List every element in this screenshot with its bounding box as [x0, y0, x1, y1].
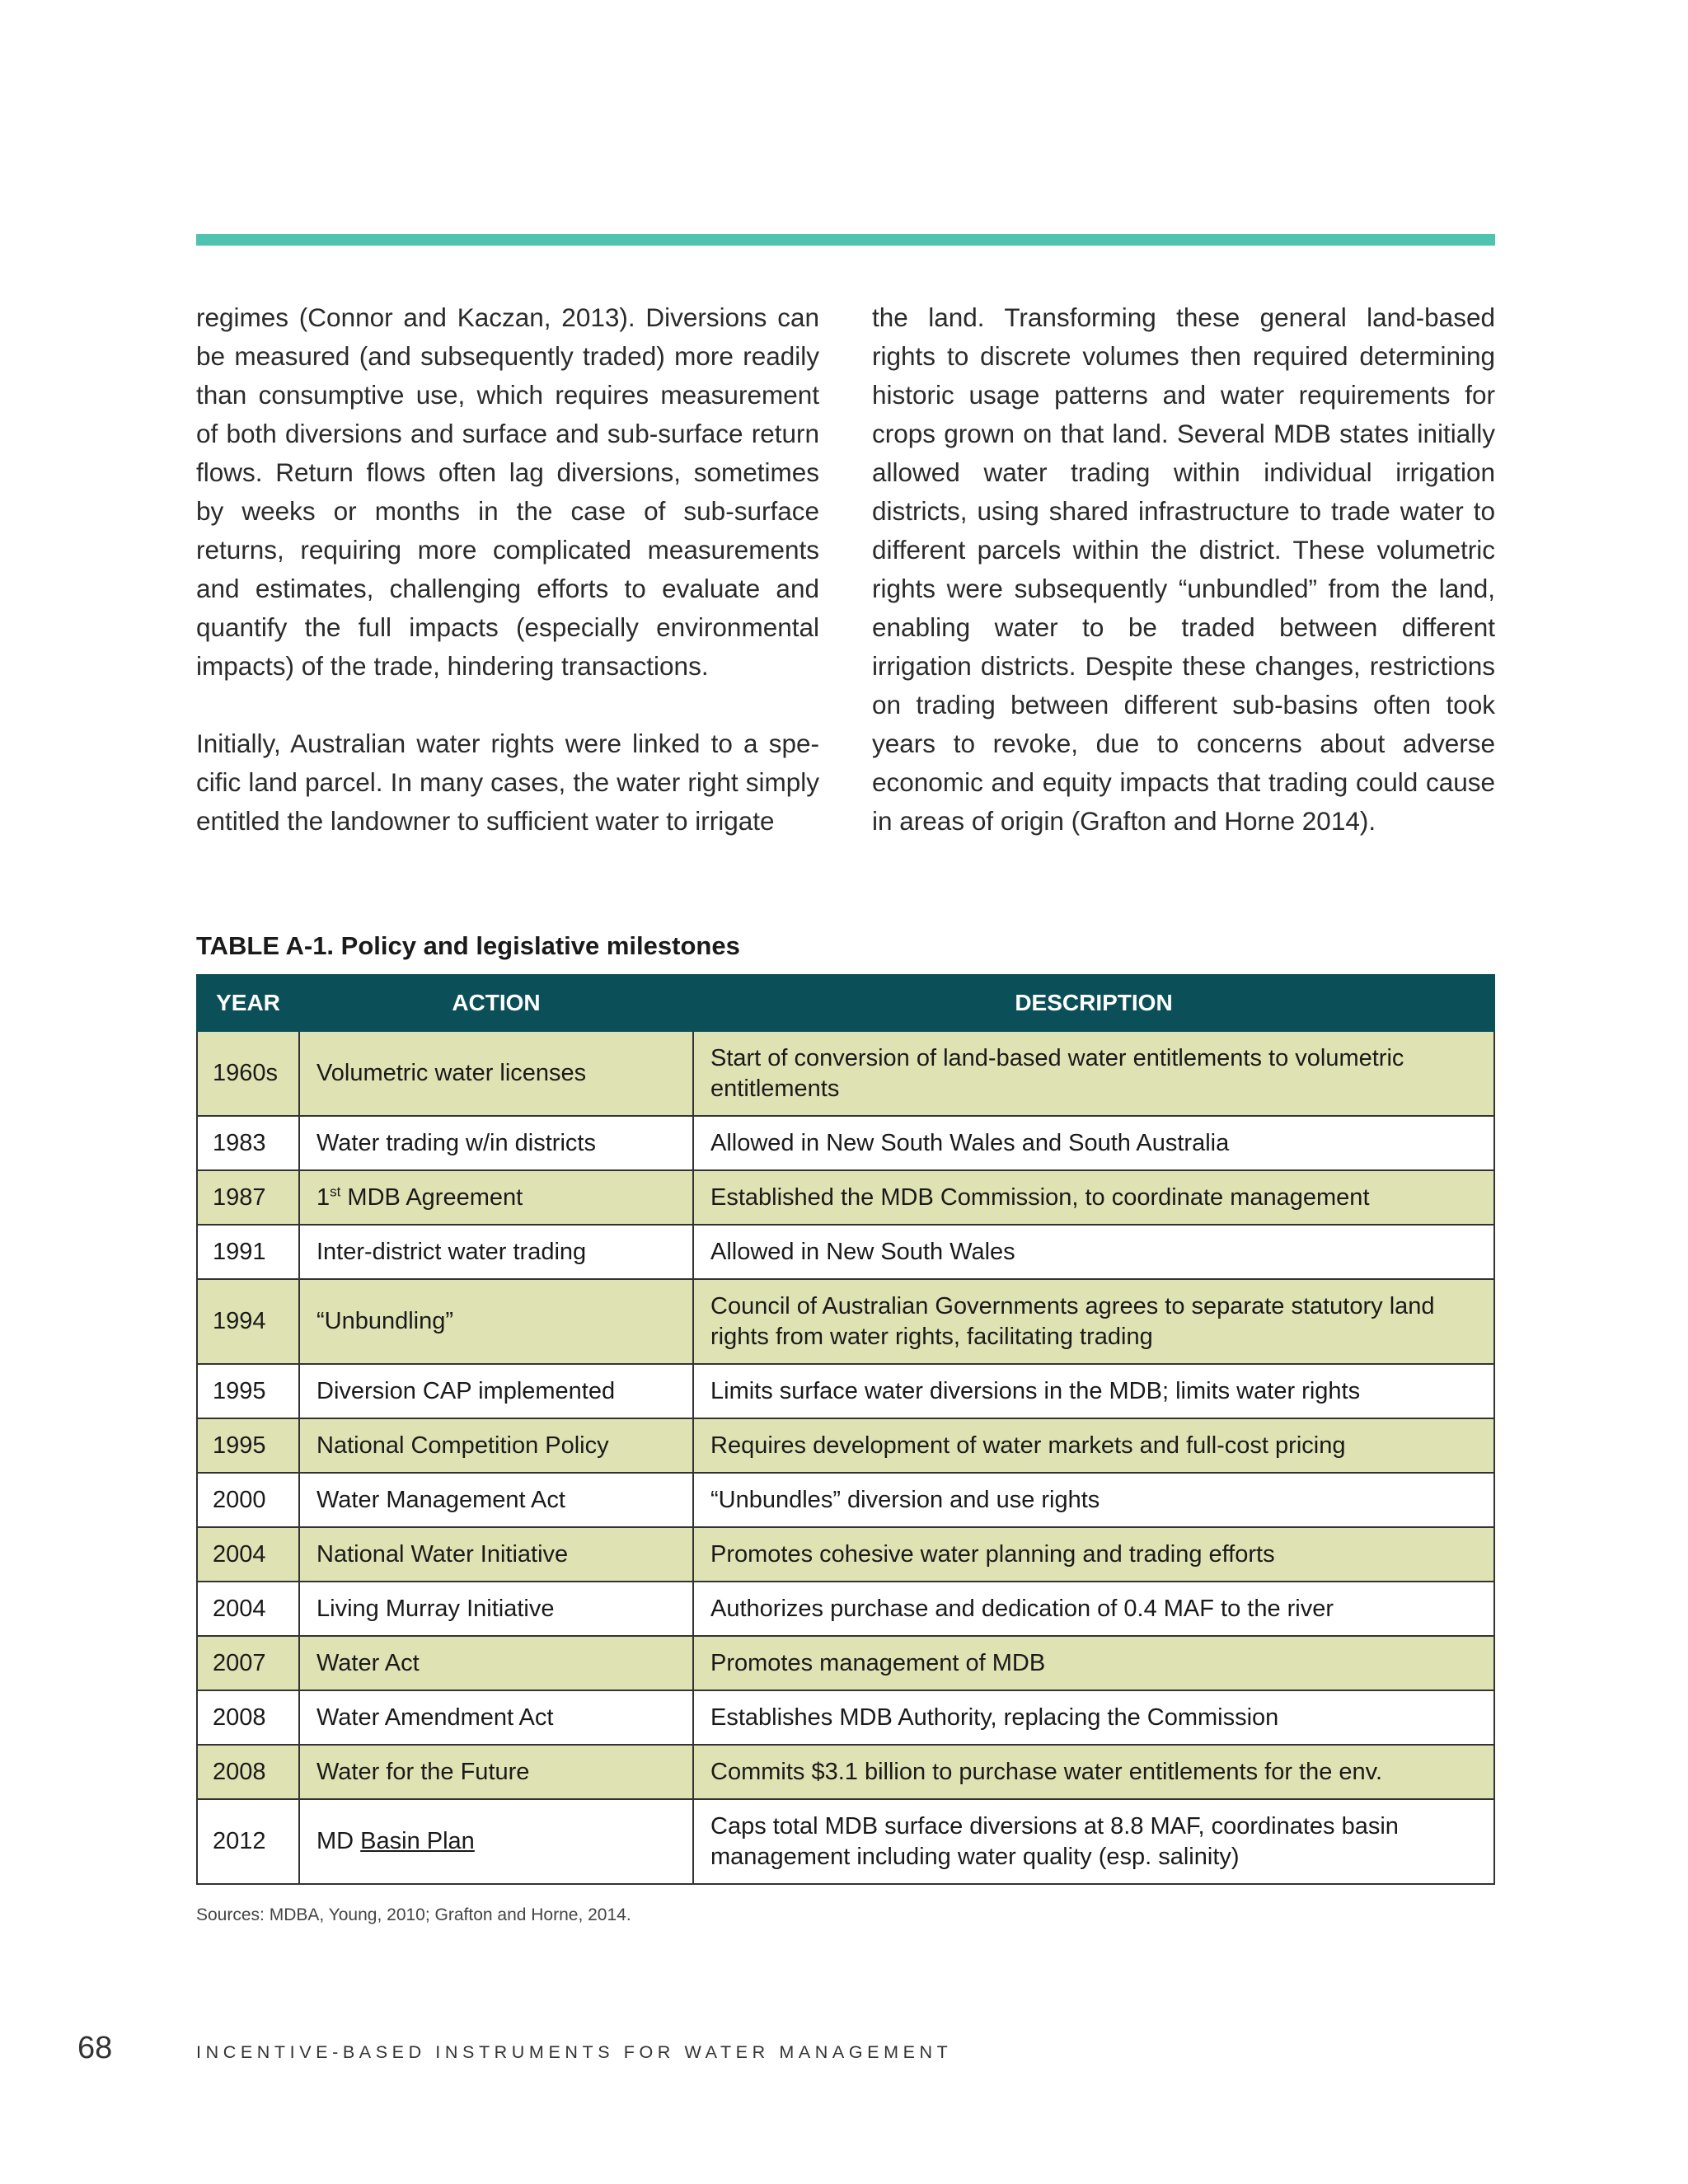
year-cell: 2004: [197, 1582, 299, 1636]
table-row: [197, 1031, 1494, 1116]
action-cell: Living Murray Initiative: [299, 1582, 693, 1636]
column-header-description: DESCRIPTION: [693, 975, 1494, 1031]
action-text: MDB Agreement: [340, 1183, 523, 1211]
action-cell: Water Amendment Act: [299, 1690, 693, 1745]
left-column: [196, 298, 819, 841]
table-caption: [196, 931, 740, 961]
paragraph: regimes (Connor and Kaczan, 2013). Diversions can be measured (and subsequently traded) more readily than consumptive use, which requires measurement of both diversions and surface and sub-surface return flows. Return flows often lag diversions, sometimes by weeks or months in the case of sub-surface returns, requiring more complicated measurements and estimates, challenging efforts to evaluate and quantify the full impacts (especially environmental impacts) of the trade, hindering transactions.: [196, 302, 819, 681]
year-cell: 2012: [197, 1799, 299, 1884]
year-cell: 2008: [197, 1690, 299, 1745]
action-cell: Water Act: [299, 1636, 693, 1690]
table-row: [197, 1690, 1494, 1745]
action-text: MD: [316, 1828, 361, 1854]
year-cell: 1995: [197, 1364, 299, 1418]
year-cell: 2008: [197, 1745, 299, 1799]
table-row: [197, 1279, 1494, 1364]
column-header-action: ACTION: [299, 975, 693, 1031]
table-caption-label: TABLE A-1.: [196, 931, 335, 960]
description-cell: Caps total MDB surface diversions at 8.8 MAF, coordinates basin management including water quality (esp. salinity): [693, 1799, 1494, 1884]
table-row: [197, 1170, 1494, 1225]
action-cell: Water trading w/in districts: [299, 1116, 693, 1170]
year-cell: 2000: [197, 1473, 299, 1527]
column-header-year: YEAR: [197, 975, 299, 1031]
page-number: 68: [77, 2031, 113, 2065]
action-ordinal-suffix: st: [330, 1183, 341, 1199]
table-header-row: [197, 975, 1494, 1031]
year-cell: 1995: [197, 1418, 299, 1473]
year-cell: 1987: [197, 1170, 299, 1225]
description-cell: Council of Australian Governments agrees to separate statutory land rights from water rights, facilitating trading: [693, 1279, 1494, 1364]
action-cell: [299, 1799, 693, 1884]
description-cell: “Unbundles” diversion and use rights: [693, 1473, 1494, 1527]
year-cell: 1960s: [197, 1031, 299, 1116]
year-cell: 2007: [197, 1636, 299, 1690]
action-cell: Diversion CAP implemented: [299, 1364, 693, 1418]
running-title: INCENTIVE-BASED INSTRUMENTS FOR WATER MANAGEMENT: [196, 2042, 953, 2062]
year-cell: 1991: [197, 1225, 299, 1279]
description-cell: Allowed in New South Wales and South Australia: [693, 1116, 1494, 1170]
right-column: [872, 298, 1495, 841]
milestones-table: [196, 974, 1495, 1885]
top-accent-rule: [196, 234, 1495, 246]
action-cell: Volumetric water licenses: [299, 1031, 693, 1116]
body-text: [196, 298, 1495, 841]
year-cell: 1983: [197, 1116, 299, 1170]
description-cell: Authorizes purchase and dedication of 0.4 MAF to the river: [693, 1582, 1494, 1636]
year-cell: 2004: [197, 1527, 299, 1582]
description-cell: Start of conversion of land-based water entitlements to volumetric entitlements: [693, 1031, 1494, 1116]
table-row: [197, 1636, 1494, 1690]
table-row: [197, 1799, 1494, 1884]
action-cell: [299, 1170, 693, 1225]
table-sources-note: Sources: MDBA, Young, 2010; Grafton and Horne, 2014.: [196, 1905, 631, 1924]
description-cell: Allowed in New South Wales: [693, 1225, 1494, 1279]
basin-plan-link[interactable]: Basin Plan: [360, 1828, 475, 1854]
table-row: [197, 1116, 1494, 1170]
milestones-table-wrapper: [196, 974, 1495, 1885]
description-cell: Commits $3.1 billion to purchase water entitlements for the env.: [693, 1745, 1494, 1799]
table-caption-title: Policy and legislative milestones: [334, 931, 740, 960]
table-row: [197, 1527, 1494, 1582]
description-cell: Establishes MDB Authority, replacing the Commission: [693, 1690, 1494, 1745]
action-cell: Water for the Future: [299, 1745, 693, 1799]
table-row: [197, 1473, 1494, 1527]
action-cell: Inter-district water trading: [299, 1225, 693, 1279]
year-cell: 1994: [197, 1279, 299, 1364]
table-row: [197, 1745, 1494, 1799]
action-cell: Water Management Act: [299, 1473, 693, 1527]
description-cell: Established the MDB Commission, to coordinate management: [693, 1170, 1494, 1225]
table-row: [197, 1364, 1494, 1418]
description-cell: Limits surface water diversions in the MDB; limits water rights: [693, 1364, 1494, 1418]
table-row: [197, 1225, 1494, 1279]
description-cell: Promotes cohesive water planning and trading efforts: [693, 1527, 1494, 1582]
paragraph: Initially, Australian water rights were linked to a specific land parcel. In many cases, the water right simply entitled the landowner to sufficient water to irrigate: [196, 729, 819, 836]
action-cell: National Competition Policy: [299, 1418, 693, 1473]
table-row: [197, 1418, 1494, 1473]
action-cell: “Unbundling”: [299, 1279, 693, 1364]
action-ordinal: 1: [316, 1183, 331, 1211]
action-cell: National Water Initiative: [299, 1527, 693, 1582]
description-cell: Requires development of water markets and full-cost pricing: [693, 1418, 1494, 1473]
description-cell: Promotes management of MDB: [693, 1636, 1494, 1690]
table-row: [197, 1582, 1494, 1636]
paragraph: the land. Transforming these general land-based rights to discrete volumes then required determining historic usage patterns and water requirements for crops grown on that land. Several MDB states initially allowed water trading within individual irrigation districts, using shared infrastructure to trade water to different parcels within the district. These volumetric rights were subsequently “unbundled” from the land, enabling water to be traded between different irrigation districts. Despite these changes, restrictions on trading between different sub-basins often took years to revoke, due to concerns about adverse economic and equity impacts that trading could cause in areas of origin (Grafton and Horne 2014).: [872, 302, 1495, 836]
